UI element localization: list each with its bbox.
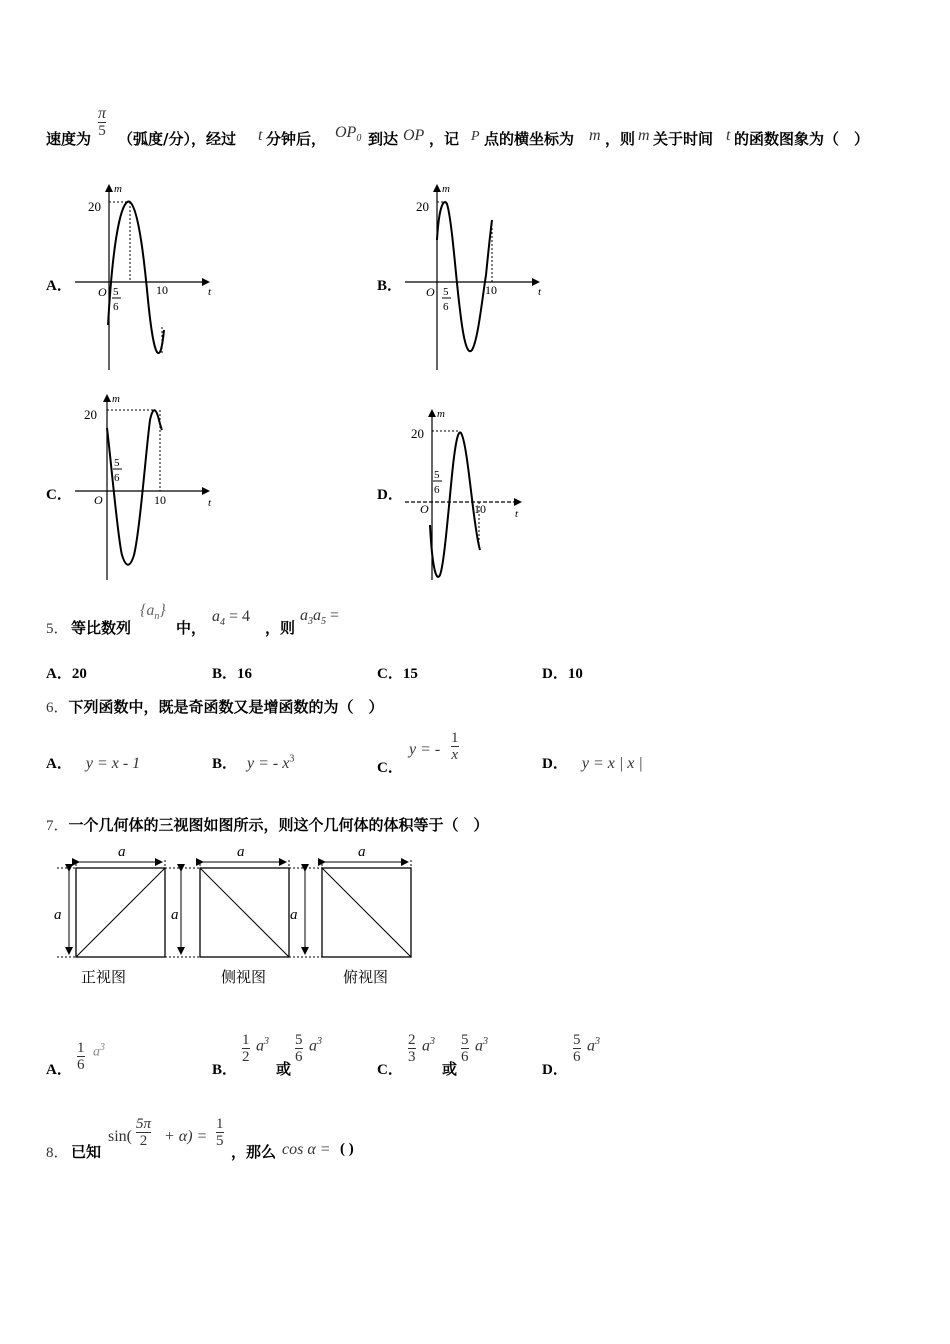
- q4-var-p: P: [471, 129, 480, 144]
- q7-number: 7．: [46, 818, 69, 834]
- dim-a-label: a: [290, 907, 298, 923]
- q4-var-t: t: [258, 127, 263, 144]
- side-view-label: 侧视图: [221, 968, 267, 986]
- origin-label: O: [426, 285, 435, 299]
- frac-num: 5: [443, 286, 449, 298]
- q4-stem-part: 点的横坐标为: [484, 130, 575, 148]
- dim-a-label: a: [118, 844, 126, 860]
- origin-label: O: [98, 285, 107, 299]
- q7-option-b[interactable]: B． 1 2 $a^3$ 或 5 6 $a^3$: [212, 1032, 322, 1078]
- dim-a-label: a: [171, 907, 179, 923]
- axis-x-label: t: [515, 508, 519, 520]
- q5-option-d[interactable]: D．10: [542, 666, 583, 682]
- x-tick-label: 10: [474, 502, 486, 516]
- q4-option-c-graph[interactable]: [70, 390, 220, 590]
- frac-den: 6: [434, 484, 440, 496]
- frac-den: 6: [114, 472, 120, 484]
- axis-x-label: t: [208, 497, 212, 509]
- q4-stem-part: 到达: [368, 130, 399, 148]
- q4-stem-part: （弧度/分），经过: [118, 130, 236, 148]
- q4-option-b-label[interactable]: B．: [377, 278, 403, 294]
- axis-y-label: m: [112, 393, 120, 405]
- q6-option-a[interactable]: A． y = x - 1: [46, 755, 141, 772]
- q5-number: 5．: [46, 621, 69, 637]
- q5-stem-c: ，则: [265, 619, 296, 637]
- dim-a-label: a: [54, 907, 62, 923]
- top-view: [289, 844, 411, 986]
- q4-stem-part: ，则: [605, 130, 636, 148]
- y-max-label: 20: [88, 199, 101, 214]
- frac-num: 5: [113, 286, 119, 298]
- frac-num: 5: [434, 469, 440, 481]
- axis-y-label: m: [437, 408, 445, 420]
- q4-option-d-label[interactable]: D．: [377, 487, 403, 503]
- q5-stem-a: 等比数列: [71, 619, 132, 637]
- front-view: [54, 844, 165, 986]
- q4-option-b-graph[interactable]: [400, 180, 550, 380]
- q5-seq: $\{a_n\}$: [140, 602, 166, 623]
- q5-option-a[interactable]: A．20: [46, 666, 87, 682]
- q5-ask: $a_3a_5$ =: [300, 607, 340, 628]
- q8-number: 8．: [46, 1145, 69, 1161]
- q4-var-op0: $OP_0$: [335, 124, 362, 145]
- q4-speed-num: π: [98, 105, 107, 122]
- frac-num: 5: [114, 457, 120, 469]
- q4-option-d-graph[interactable]: [400, 405, 550, 590]
- q5-stem: [46, 598, 546, 638]
- dim-a-label: a: [358, 844, 366, 860]
- q4-stem-part: 速度为: [46, 130, 92, 148]
- q6-stem-text: 下列函数中，既是奇函数又是增函数的为（ ）: [68, 698, 384, 716]
- q4-stem-part: 关于时间: [653, 130, 714, 148]
- q7-stem: [46, 814, 489, 835]
- q4-stem-part: 分钟后，: [266, 130, 327, 148]
- q4-stem-part: ，记: [429, 130, 460, 148]
- q6-option-d[interactable]: D． y = x | x |: [542, 755, 643, 772]
- q4-var-m: m: [589, 127, 601, 144]
- y-max-label: 20: [84, 407, 97, 422]
- q7-option-d[interactable]: D． 5 6 $a^3$: [542, 1032, 600, 1078]
- axis-y-label: m: [114, 183, 122, 195]
- frac-den: 6: [113, 301, 119, 313]
- y-max-label: 20: [411, 426, 424, 441]
- q4-var-m: m: [638, 127, 650, 144]
- q5-option-b[interactable]: B．16: [212, 666, 253, 682]
- front-view-label: 正视图: [81, 968, 127, 986]
- q4-var-t: t: [726, 127, 731, 144]
- q6-stem: [46, 696, 384, 717]
- side-view: [165, 844, 289, 986]
- q5-option-c[interactable]: C．15: [377, 666, 418, 682]
- q7-option-c[interactable]: C． 2 3 $a^3$ 或 5 6 $a^3$: [377, 1032, 488, 1078]
- axis-x-label: t: [538, 286, 542, 298]
- q6-number: 6．: [46, 700, 69, 716]
- dim-a-label: a: [237, 844, 245, 860]
- axis-x-label: t: [208, 286, 212, 298]
- q4-speed-den: 5: [98, 123, 106, 139]
- q4-stem-part: 的函数图象为（ ）: [734, 130, 870, 148]
- q4-speed-fraction: [98, 106, 106, 139]
- q4-var-op: OP: [403, 127, 425, 144]
- q8-stem: 8． 已知 sin( 5π 2 + α) = 1 5 ，那么 cos α = ( ): [46, 1116, 354, 1161]
- axis-y-label: m: [442, 183, 450, 195]
- origin-label: O: [94, 493, 103, 507]
- x-tick-label: 10: [485, 283, 497, 297]
- x-tick-label: 10: [154, 493, 166, 507]
- q8-stem-a: 已知: [71, 1143, 102, 1161]
- q4-option-a-graph[interactable]: [70, 180, 220, 380]
- q4-option-a-label[interactable]: A．: [46, 278, 72, 294]
- x-tick-label: 10: [156, 283, 168, 297]
- q5-stem-b: 中，: [176, 619, 207, 637]
- q4-option-c-label[interactable]: C．: [46, 487, 72, 503]
- top-view-label: 俯视图: [343, 968, 389, 986]
- y-max-label: 20: [416, 199, 429, 214]
- q6-option-b[interactable]: B． y = - $x^3$: [212, 753, 295, 772]
- origin-label: O: [420, 502, 429, 516]
- q7-stem-text: 一个几何体的三视图如图所示，则这个几何体的体积等于（ ）: [68, 816, 489, 834]
- frac-den: 6: [443, 301, 449, 313]
- q5-cond: $a_4 = 4$: [212, 608, 251, 629]
- q7-three-views-figure: [45, 840, 435, 990]
